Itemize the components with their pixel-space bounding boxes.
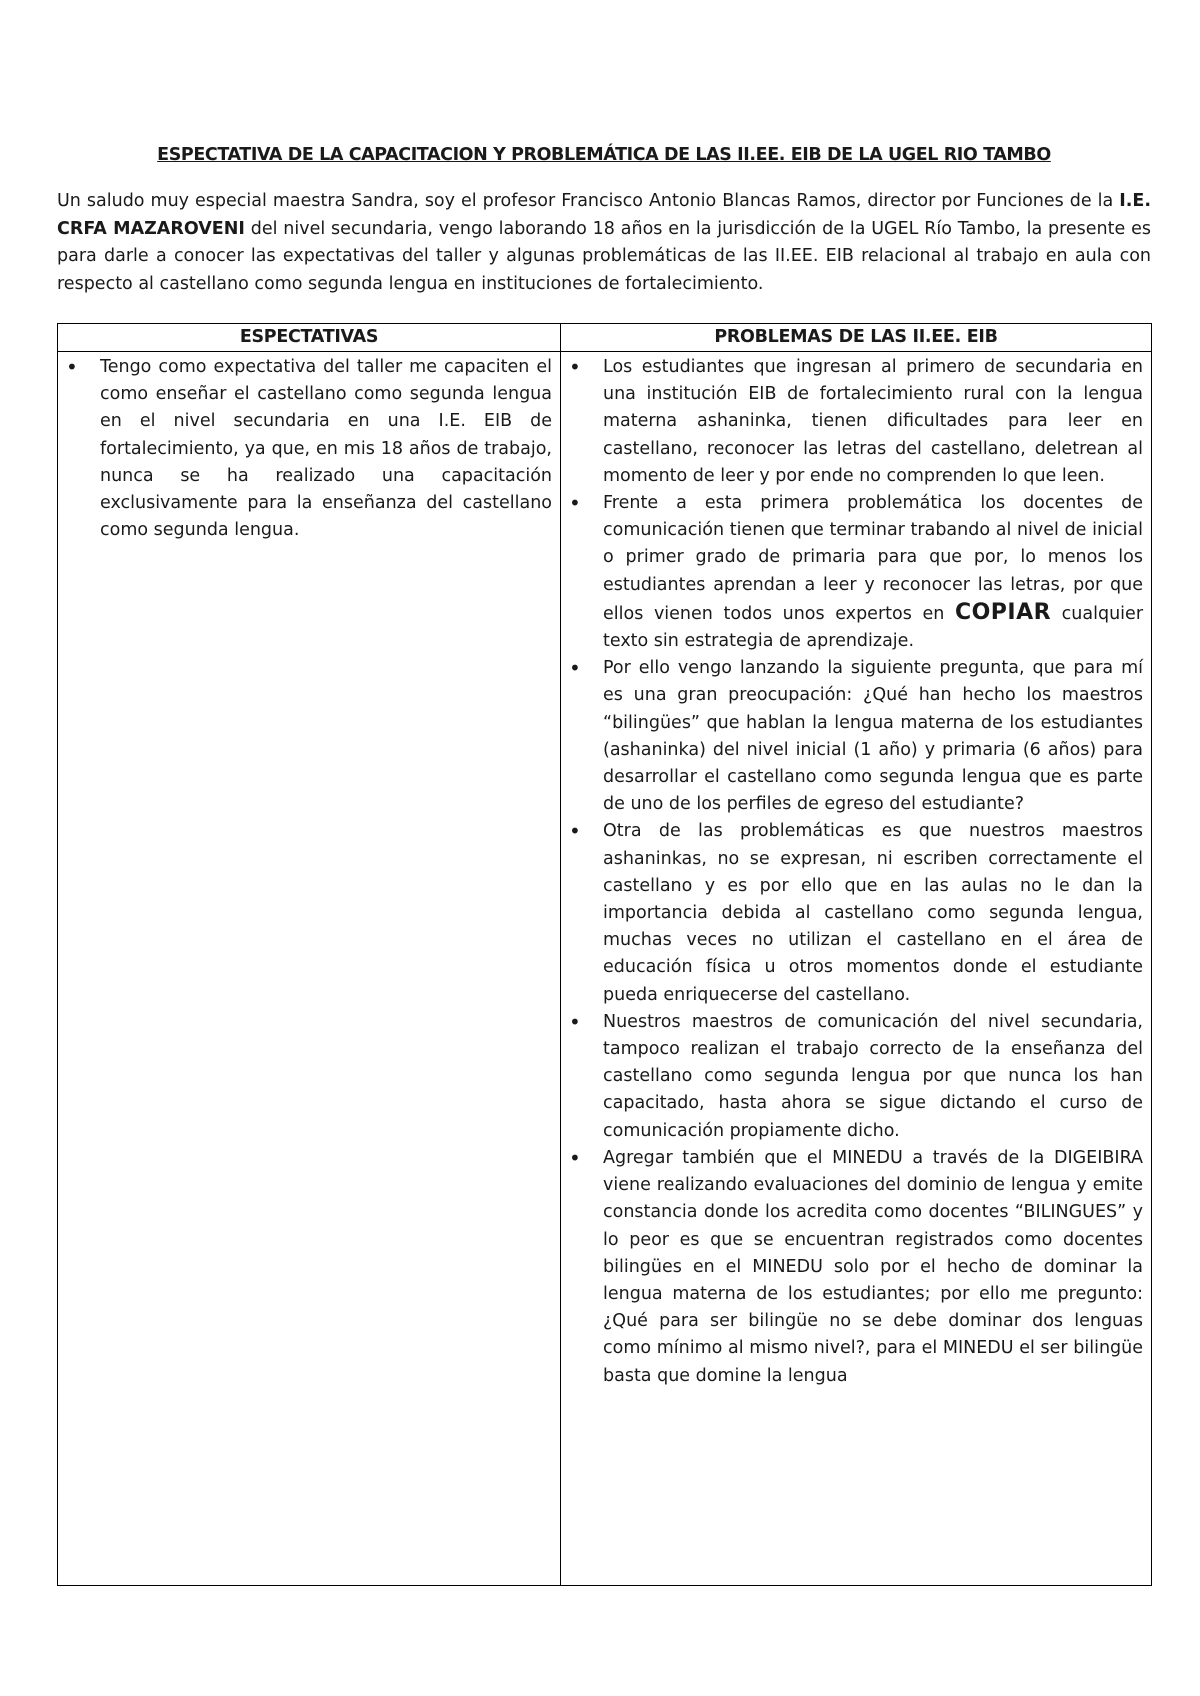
table-header-row <box>58 324 1152 352</box>
list-item: • Nuestros maestros de comunicación del nivel secundaria, tampoco realizan el trabajo correcto de la enseñanza del castellano como segunda lengua por que nunca los han capacitado, hasta ahora se sigue dictando el curso de comunicación propiamente dicho. <box>603 1009 1143 1145</box>
list-item: • Otra de las problemáticas es que nuestros maestros ashaninkas, no se expresan, ni escriben correctamente el castellano y es por ello que en las aulas no le dan la importancia debida al castellano como segunda lengua, muchas veces no utilizan el castellano en el área de educación física u otros momentos donde el estudiante pueda enriquecerse del castellano. <box>603 818 1143 1008</box>
copiar-emphasis: COPIAR <box>954 599 1052 625</box>
intro-text-2: del nivel secundaria, vengo laborando 18 años en la jurisdicción de la UGEL Río Tambo, la presente es para darle a conocer las expectativas del taller y algunas problemáticas de las II.EE. EIB relacional al trabajo en aula con respecto al castellano como segunda lengua en instituciones de fortalecimiento. <box>57 218 1151 294</box>
expectations-problems-table <box>57 323 1152 1586</box>
problem-2-text-before: Frente a esta primera problemática los docentes de comunicación tienen que terminar trabando al nivel de inicial o primer grado de primaria para que por, lo menos los estudiantes aprendan a leer y reconocer las letras, por que ellos vienen todos unos expertos en <box>603 493 1143 624</box>
list-item: • Por ello vengo lanzando la siguiente pregunta, que para mí es una gran preocupación: ¿Qué han hecho los maestros “bilingües” que hablan la lengua materna de los estudiantes (ashaninka) del nivel inicial (1 año) y primaria (6 años) para desarrollar el castellano como segunda lengua que es parte de uno de los perfiles de egreso del estudiante? <box>603 655 1143 818</box>
problemas-list <box>561 352 1151 1390</box>
list-item <box>603 490 1143 655</box>
problem-2-text-after: cualquier texto sin estrategia de aprendizaje. <box>603 603 1144 652</box>
list-item: • Los estudiantes que ingresan al primero de secundaria en una institución EIB de fortalecimiento rural con la lengua materna ashaninka, tienen dificultades para leer en castellano, reconocer las letras del castellano, deletrean al momento de leer y por ende no comprenden lo que leen. <box>603 354 1143 490</box>
document-title: ESPECTATIVA DE LA CAPACITACION Y PROBLEMÁTICA DE LAS II.EE. EIB DE LA UGEL RIO TAMBO <box>157 145 1051 165</box>
intro-school-name: I.E. CRFA MAZAROVENI <box>57 191 1151 239</box>
intro-paragraph <box>57 188 1151 298</box>
problemas-cell <box>561 352 1152 1586</box>
list-item: • Tengo como expectativa del taller me capaciten el como enseñar el castellano como segunda lengua en el nivel secundaria en una I.E. EIB de fortalecimiento, ya que, en mis 18 años de trabajo, nunca se ha realizado una capacitación exclusivamente para la enseñanza del castellano como segunda lengua. <box>100 354 552 544</box>
list-item: • Agregar también que el MINEDU a través de la DIGEIBIRA viene realizando evaluaciones del dominio de lengua y emite constancia donde los acredita como docentes “BILINGUES” y lo peor es que se encuentran registrados como docentes bilingües en el MINEDU solo por el hecho de dominar la lengua materna de los estudiantes; por ello me pregunto: ¿Qué para ser bilingüe no se debe dominar dos lenguas como mínimo al mismo nivel?, para el MINEDU el ser bilingüe basta que domine la lengua <box>603 1145 1143 1390</box>
expectativas-list <box>58 352 560 544</box>
expectativas-cell <box>58 352 561 1586</box>
header-espectativas: ESPECTATIVAS <box>58 324 561 352</box>
header-problemas: PROBLEMAS DE LAS II.EE. EIB <box>561 324 1152 352</box>
table-body-row <box>58 352 1152 1586</box>
intro-text-1: Un saludo muy especial maestra Sandra, soy el profesor Francisco Antonio Blancas Ramos, director por Funciones de la <box>57 191 1120 211</box>
